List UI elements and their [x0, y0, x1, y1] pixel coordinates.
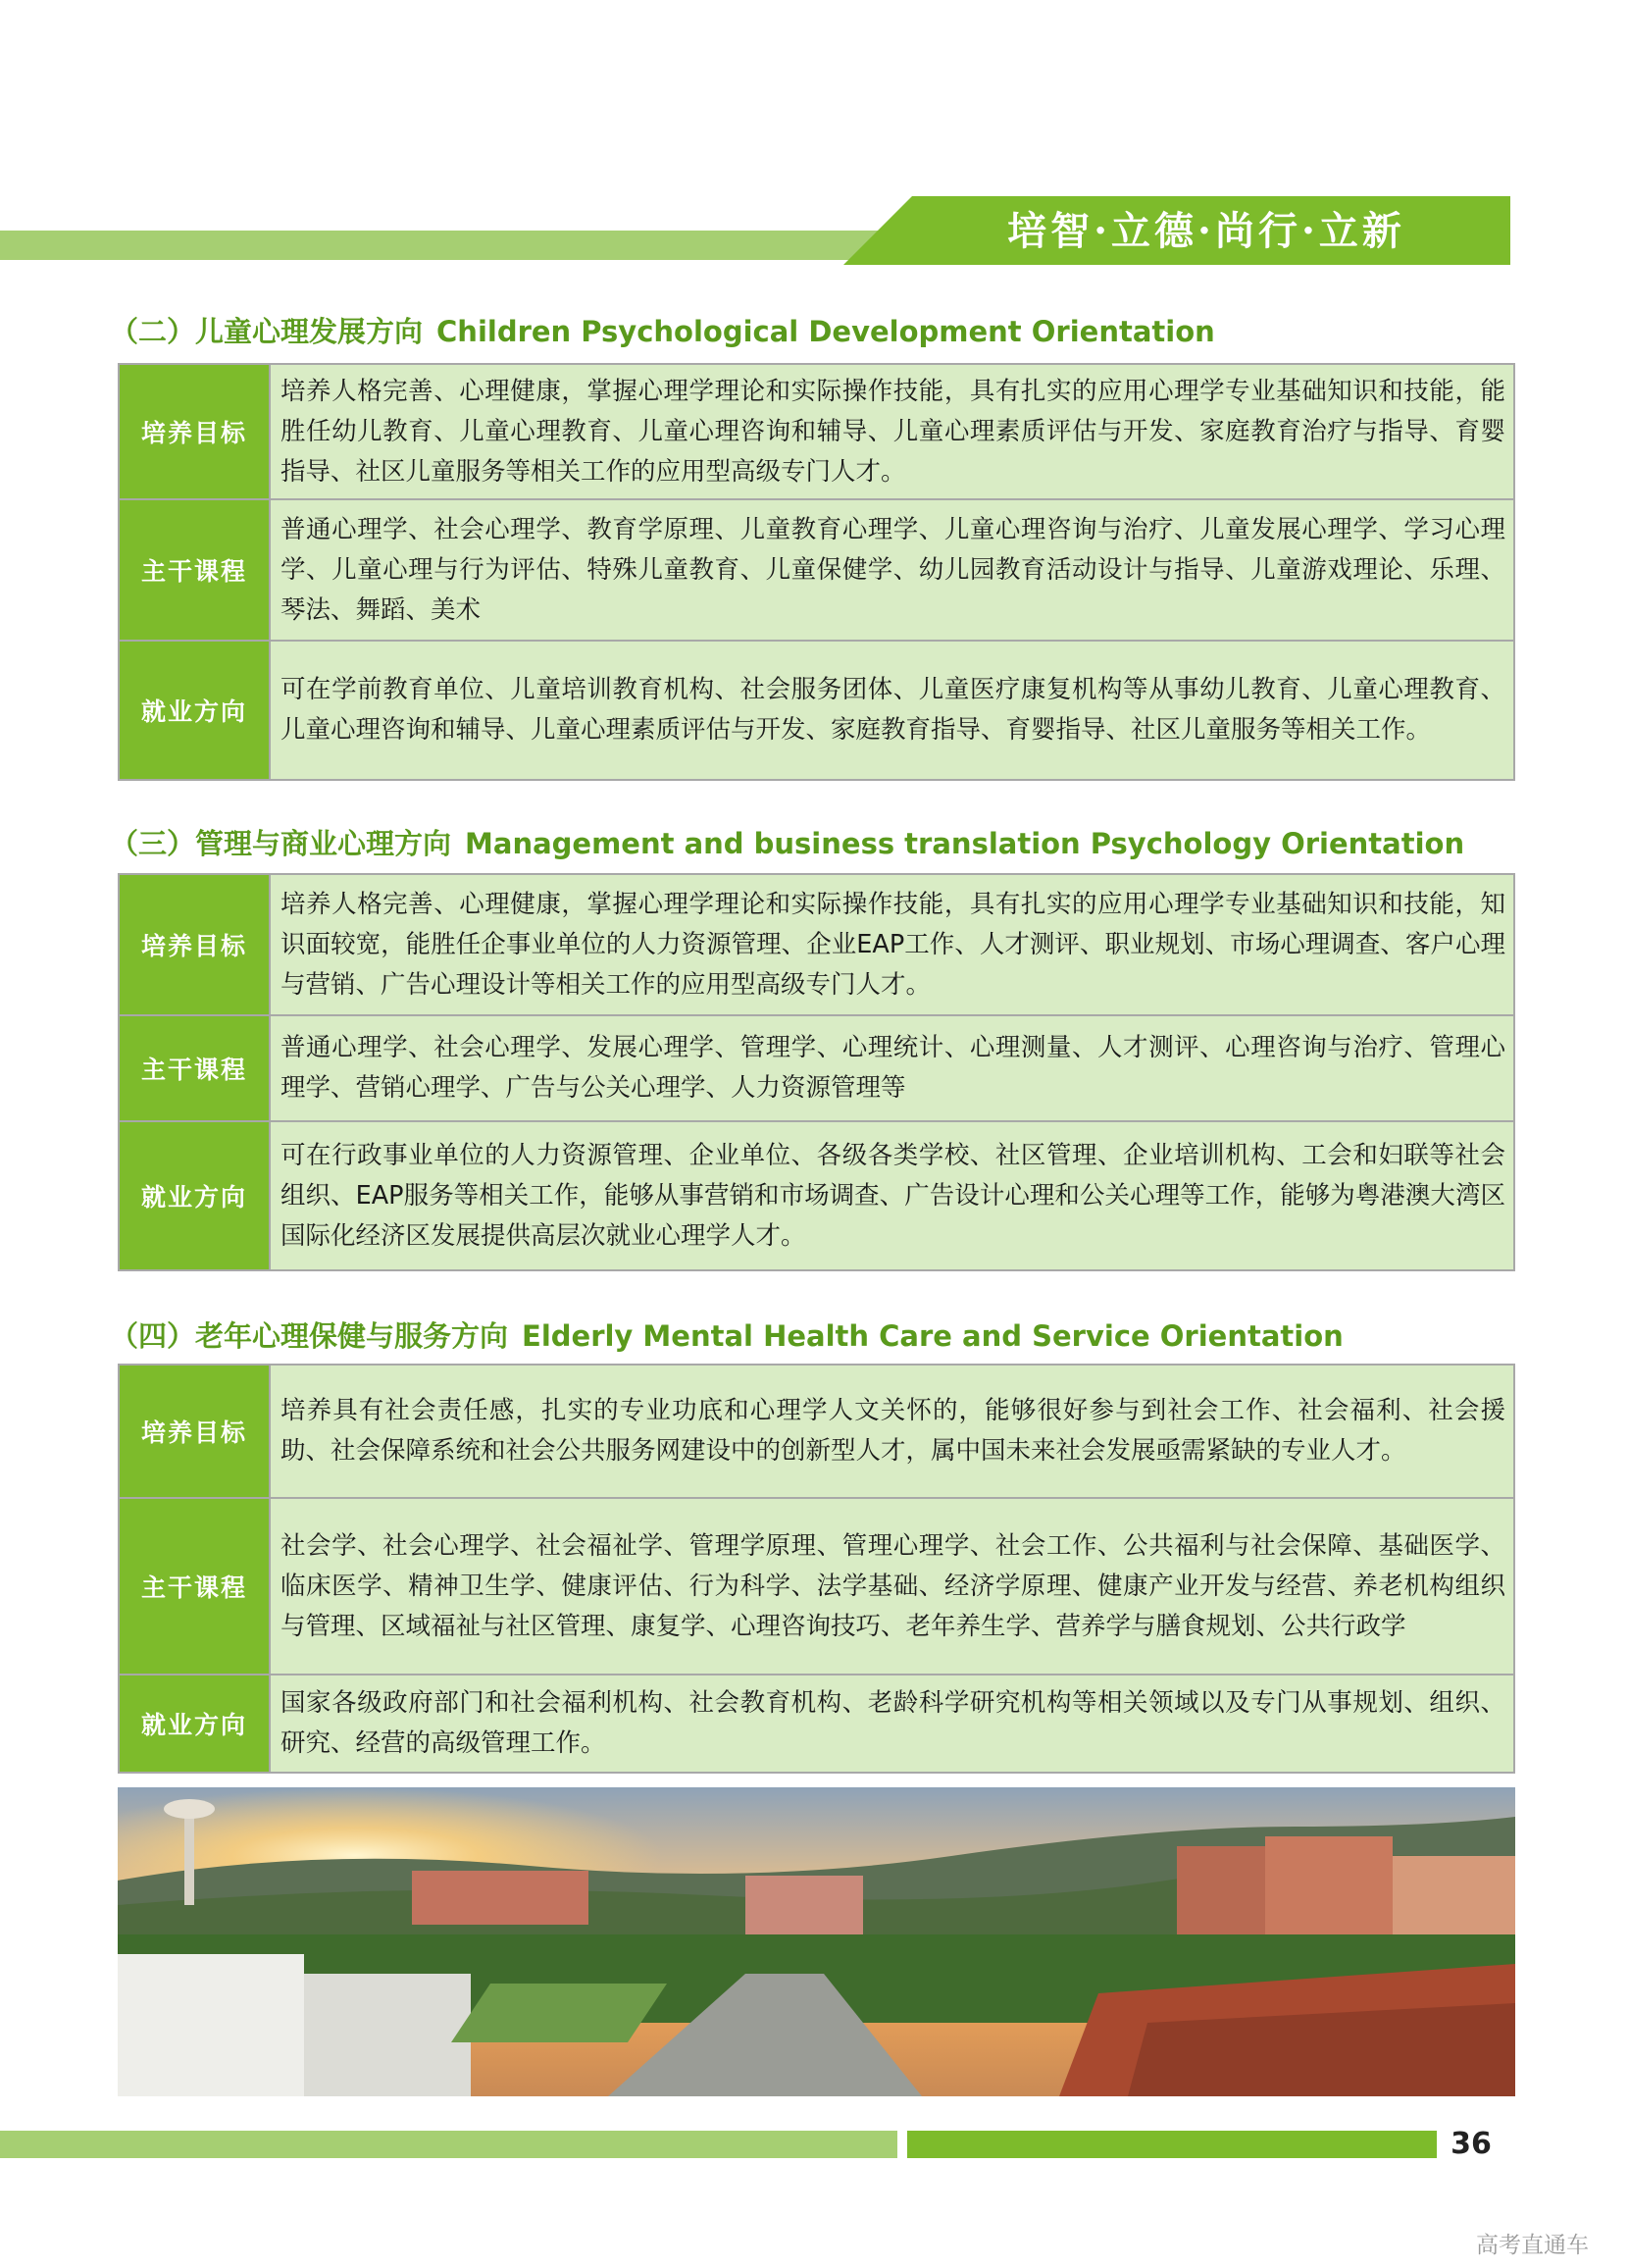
row-content: 培养人格完善、心理健康，掌握心理学理论和实际操作技能，具有扎实的应用心理学专业基础知识和技能，知识面较宽，能胜任企事业单位的人力资源管理、企业EAP工作、人才测评、职业规划、市场心理调查、客户心理与营销、广告心理设计等相关工作的应用型高级专门人才。 [270, 874, 1514, 1015]
row-content: 国家各级政府部门和社会福利机构、社会教育机构、老龄科学研究机构等相关领域以及专门从事规划、组织、研究、经营的高级管理工作。 [270, 1675, 1514, 1773]
page-number: 36 [1451, 2127, 1492, 2161]
row-content: 普通心理学、社会心理学、教育学原理、儿童教育心理学、儿童心理咨询与治疗、儿童发展心理学、学习心理学、儿童心理与行为评估、特殊儿童教育、儿童保健学、幼儿园教育活动设计与指导、儿童游戏理论、乐理、琴法、舞蹈、美术 [270, 499, 1514, 641]
table-row [119, 499, 1514, 641]
table-row [119, 641, 1514, 780]
footer-bar-right [907, 2131, 1437, 2158]
section-table-elderly [118, 1364, 1515, 1774]
row-label: 主干课程 [119, 1015, 270, 1121]
row-label: 主干课程 [119, 499, 270, 641]
section-heading-en: Elderly Mental Health Care and Service Orientation [522, 1319, 1344, 1353]
row-label: 培养目标 [119, 364, 270, 499]
campus-photo-illustration [118, 1787, 1515, 2096]
row-content: 社会学、社会心理学、社会福祉学、管理学原理、管理心理学、社会工作、公共福利与社会保障、基础医学、临床医学、精神卫生学、健康评估、行为科学、法学基础、经济学原理、健康产业开发与经营、养老机构组织与管理、区域福祉与社区管理、康复学、心理咨询技巧、老年养生学、营养学与膳食规划、公共行政学 [270, 1498, 1514, 1675]
section-heading-cn: （三）管理与商业心理方向 [110, 827, 452, 860]
watermark: 高考直通车 [1476, 2233, 1589, 2258]
table-row [119, 1015, 1514, 1121]
section-table-management [118, 873, 1515, 1271]
section-heading-en: Children Psychological Development Orientation [436, 315, 1215, 348]
row-label: 就业方向 [119, 641, 270, 780]
section-heading-children [110, 310, 1522, 350]
section-heading-en: Management and business translation Psychology Orientation [465, 827, 1465, 860]
header-slogan: 培智·立德·尚行·立新 [1007, 208, 1405, 254]
section-table-children [118, 363, 1515, 781]
table-row [119, 1121, 1514, 1270]
row-label: 就业方向 [119, 1121, 270, 1270]
row-content: 可在学前教育单位、儿童培训教育机构、社会服务团体、儿童医疗康复机构等从事幼儿教育、儿童心理教育、儿童心理咨询和辅导、儿童心理素质评估与开发、家庭教育指导、育婴指导、社区儿童服务等相关工作。 [270, 641, 1514, 780]
row-label: 培养目标 [119, 874, 270, 1015]
row-content: 普通心理学、社会心理学、发展心理学、管理学、心理统计、心理测量、人才测评、心理咨询与治疗、管理心理学、营销心理学、广告与公关心理学、人力资源管理等 [270, 1015, 1514, 1121]
row-content: 培养具有社会责任感，扎实的专业功底和心理学人文关怀的，能够很好参与到社会工作、社会福利、社会援助、社会保障系统和社会公共服务网建设中的创新型人才，属中国未来社会发展亟需紧缺的专业人才。 [270, 1365, 1514, 1498]
row-label: 主干课程 [119, 1498, 270, 1675]
table-row [119, 1498, 1514, 1675]
row-label: 就业方向 [119, 1675, 270, 1773]
footer-bar-left [0, 2131, 897, 2158]
table-row [119, 1675, 1514, 1773]
table-row [119, 364, 1514, 499]
table-row [119, 874, 1514, 1015]
section-heading-management [110, 822, 1522, 862]
header-bar-left [0, 231, 912, 260]
table-row [119, 1365, 1514, 1498]
row-content: 培养人格完善、心理健康，掌握心理学理论和实际操作技能，具有扎实的应用心理学专业基础知识和技能，能胜任幼儿教育、儿童心理教育、儿童心理咨询和辅导、儿童心理素质评估与开发、家庭教育治疗与指导、育婴指导、社区儿童服务等相关工作的应用型高级专门人才。 [270, 364, 1514, 499]
section-heading-cn: （四）老年心理保健与服务方向 [110, 1319, 509, 1353]
section-heading-elderly [110, 1314, 1522, 1355]
section-heading-cn: （二）儿童心理发展方向 [110, 315, 424, 348]
campus-photo [118, 1787, 1515, 2096]
row-content: 可在行政事业单位的人力资源管理、企业单位、各级各类学校、社区管理、企业培训机构、工会和妇联等社会组织、EAP服务等相关工作，能够从事营销和市场调查、广告设计心理和公关心理等工作，能够为粤港澳大湾区国际化经济区发展提供高层次就业心理学人才。 [270, 1121, 1514, 1270]
row-label: 培养目标 [119, 1365, 270, 1498]
